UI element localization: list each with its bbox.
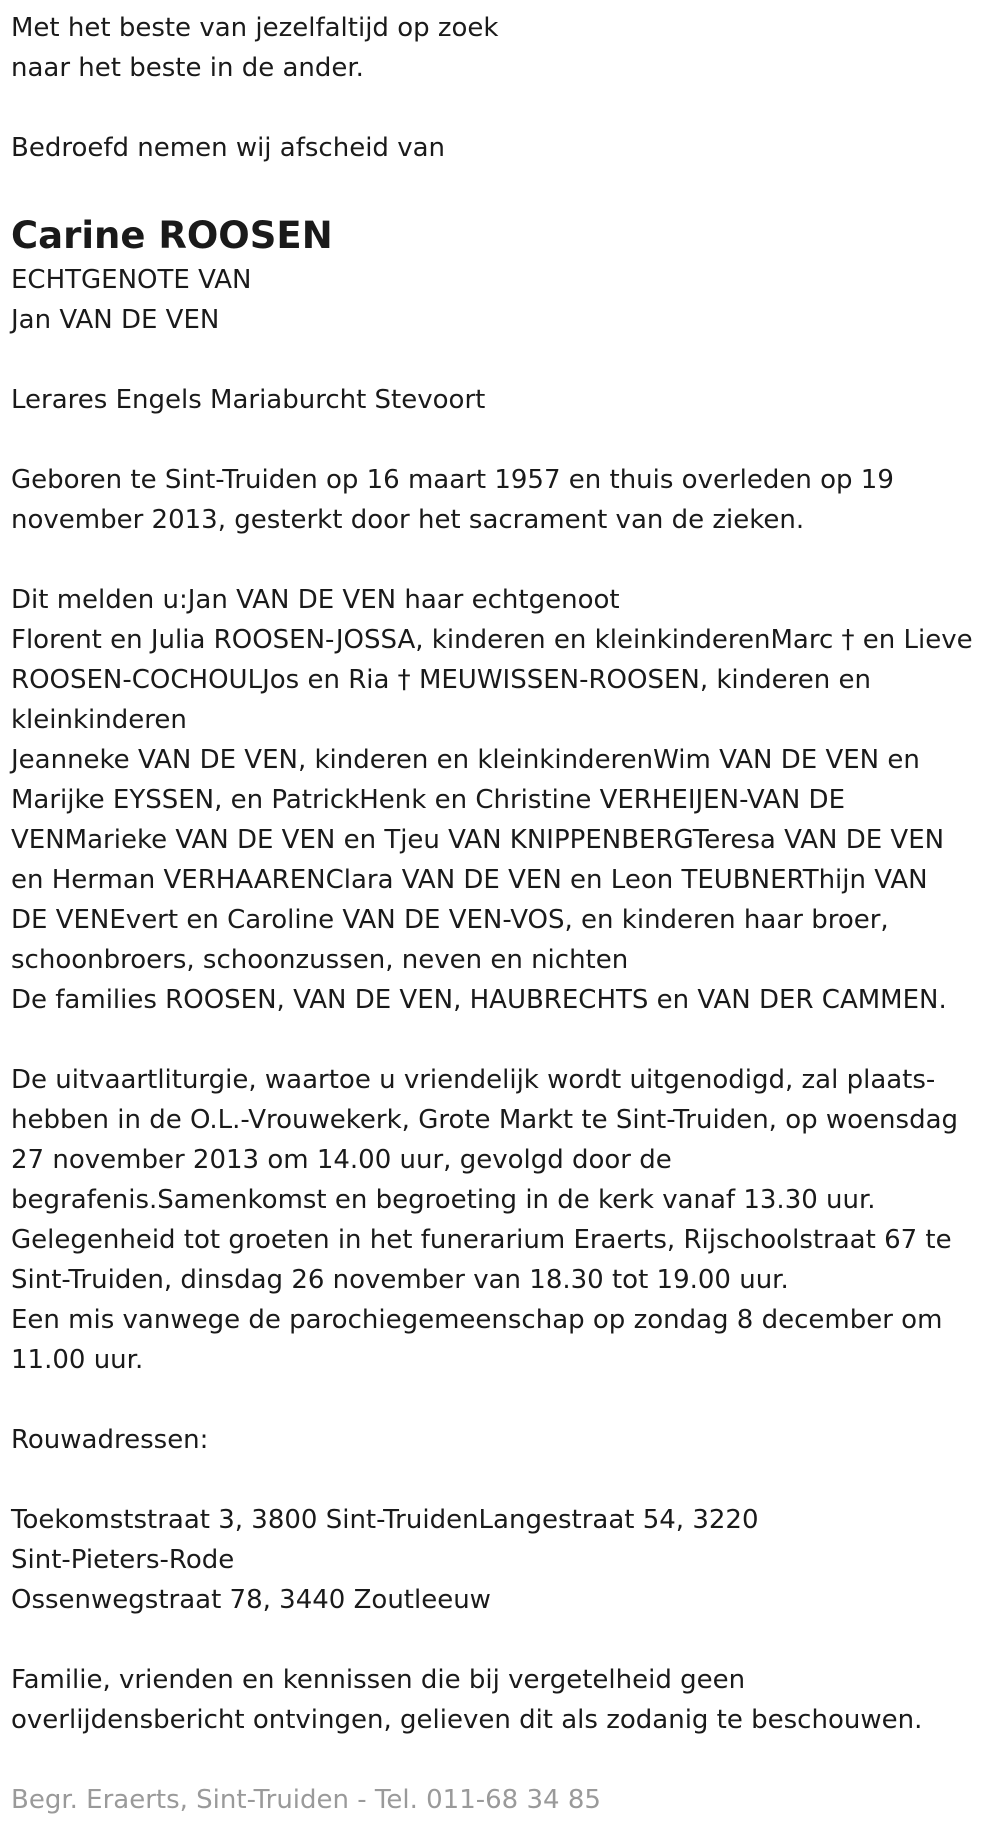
spacer	[11, 340, 1000, 380]
address-line: Sint-Pieters-Rode	[11, 1545, 235, 1575]
deceased-name: Carine ROOSEN	[11, 214, 333, 257]
quote-line-2: naar het beste in de ander.	[11, 53, 364, 83]
family-line: De families ROOSEN, VAN DE VEN, HAUBRECHTS en VAN DER CAMMEN.	[11, 985, 947, 1015]
spacer	[11, 1740, 1000, 1780]
funeral-line: Gelegenheid tot groeten in het funerarium Eraerts, Rijschoolstraat 67 te	[11, 1225, 952, 1255]
relation-label: ECHTGENOTE VAN	[11, 265, 252, 295]
spacer	[11, 420, 1000, 460]
address-line: Ossenwegstraat 78, 3440 Zoutleeuw	[11, 1585, 491, 1615]
funeral-line: Sint-Truiden, dinsdag 26 november van 18.30 tot 19.00 uur.	[11, 1265, 789, 1295]
spacer	[11, 168, 1000, 208]
address-line: Toekomststraat 3, 3800 Sint-TruidenLangestraat 54, 3220	[11, 1505, 759, 1535]
family-line: ROOSEN-COCHOULJos en Ria † MEUWISSEN-ROOSEN, kinderen en	[11, 665, 871, 695]
spouse-name: Jan VAN DE VEN	[11, 305, 220, 335]
family-line: DE VENEvert en Caroline VAN DE VEN-VOS, en kinderen haar broer,	[11, 905, 889, 935]
closing-line: overlijdensbericht ontvingen, gelieven dit als zodanig te beschouwen.	[11, 1705, 923, 1735]
funeral-line: De uitvaartliturgie, waartoe u vriendelijk wordt uitgenodigd, zal plaats-	[11, 1065, 936, 1095]
funeral-line: Een mis vanwege de parochiegemeenschap op zondag 8 december om	[11, 1305, 943, 1335]
family-line: kleinkinderen	[11, 705, 187, 735]
family-line: Dit melden u:Jan VAN DE VEN haar echtgenoot	[11, 585, 620, 615]
family-line: schoonbroers, schoonzussen, neven en nichten	[11, 945, 629, 975]
closing-line: Familie, vrienden en kennissen die bij vergetelheid geen	[11, 1665, 746, 1695]
spacer	[11, 540, 1000, 580]
spacer	[11, 1380, 1000, 1420]
spacer	[11, 1620, 1000, 1660]
family-line: Jeanneke VAN DE VEN, kinderen en kleinkinderenWim VAN DE VEN en	[11, 745, 920, 775]
family-line: Florent en Julia ROOSEN-JOSSA, kinderen en kleinkinderenMarc † en Lieve	[11, 625, 973, 655]
funeral-line: 27 november 2013 om 14.00 uur, gevolgd door de	[11, 1145, 672, 1175]
spacer	[11, 1020, 1000, 1060]
funeral-line: hebben in de O.L.-Vrouwekerk, Grote Markt te Sint-Truiden, op woensdag	[11, 1105, 959, 1135]
funeral-line: 11.00 uur.	[11, 1345, 144, 1375]
family-line: en Herman VERHAARENClara VAN DE VEN en Leon TEUBNERThijn VAN	[11, 865, 928, 895]
family-line: Marijke EYSSEN, en PatrickHenk en Christine VERHEIJEN-VAN DE	[11, 785, 845, 815]
birth-death-line: Geboren te Sint-Truiden op 16 maart 1957 en thuis overleden op 19	[11, 465, 894, 495]
occupation: Lerares Engels Mariaburcht Stevoort	[11, 385, 486, 415]
announcement: Bedroefd nemen wij afscheid van	[11, 133, 445, 163]
birth-death-line: november 2013, gesterkt door het sacrament van de zieken.	[11, 505, 805, 535]
addresses-heading: Rouwadressen:	[11, 1425, 209, 1455]
spacer	[11, 88, 1000, 128]
funeral-line: begrafenis.Samenkomst en begroeting in de kerk vanaf 13.30 uur.	[11, 1185, 876, 1215]
quote-line-1: Met het beste van jezelfaltijd op zoek	[11, 13, 499, 43]
funeral-home-footer: Begr. Eraerts, Sint-Truiden - Tel. 011-68 34 85	[11, 1785, 601, 1815]
spacer	[11, 1460, 1000, 1500]
family-line: VENMarieke VAN DE VEN en Tjeu VAN KNIPPENBERGTeresa VAN DE VEN	[11, 825, 945, 855]
